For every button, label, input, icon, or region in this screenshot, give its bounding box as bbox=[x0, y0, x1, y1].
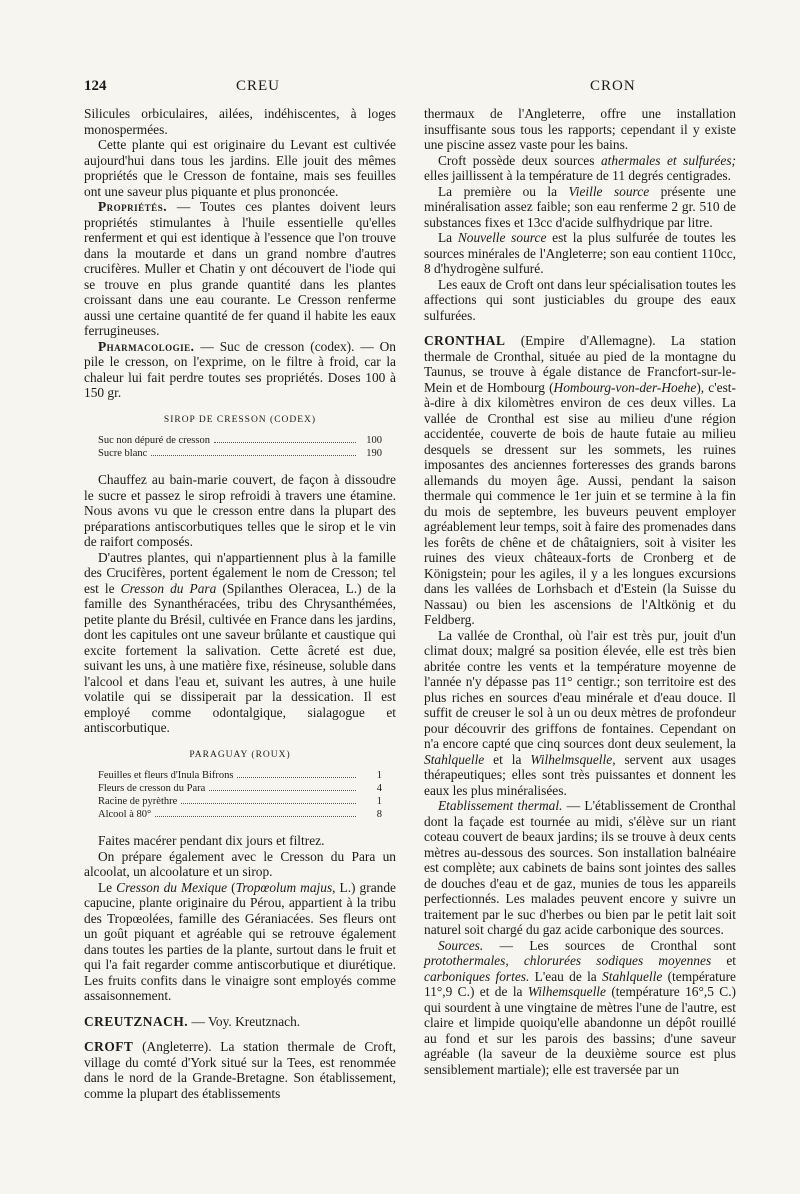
italic-text: Wilhelmsquelle bbox=[530, 751, 613, 767]
recipe-line bbox=[98, 795, 382, 808]
recipe-line bbox=[98, 769, 382, 782]
recipe-title: SIROP DE CRESSON (CODEX) bbox=[163, 414, 317, 425]
italic-text: Cresson du Para bbox=[120, 580, 217, 596]
paragraph-text: et bbox=[711, 953, 736, 968]
paragraph-text: elles jaillissent à la température de 11 degrés centigrades. bbox=[424, 168, 731, 183]
section-lead: Propriétés. bbox=[98, 199, 168, 214]
entry-headword: CREUTZNACH. bbox=[84, 1013, 189, 1029]
italic-text: Wilhemsquelle bbox=[527, 984, 606, 999]
recipe-line bbox=[98, 782, 382, 795]
paragraph: Faites macérer pendant dix jours et filtrez. bbox=[98, 833, 325, 848]
ingredient-qty: 1 bbox=[376, 796, 382, 807]
paragraph-text: — Les sources de Cronthal sont bbox=[483, 937, 736, 953]
italic-text: Sources. bbox=[438, 937, 484, 953]
entry-headword: CRONTHAL bbox=[424, 333, 506, 348]
entry-cronthal bbox=[424, 333, 736, 628]
right-column bbox=[424, 106, 736, 1077]
ingredient-qty: 4 bbox=[376, 783, 382, 794]
ingredient-qty: 1 bbox=[376, 770, 382, 781]
paragraph-text: (température 11°,9 C.) et de la bbox=[424, 968, 736, 999]
left-column bbox=[84, 106, 396, 1101]
recipe-line bbox=[98, 447, 382, 460]
paragraph bbox=[424, 798, 736, 938]
paragraph-text: — Toutes ces plantes doivent leurs propriétés stimulantes à l'huile essentielle qu'elles renferment et qui est identique à l'essence que l'on trouve dans la moutarde et dans un grand nombre d'autres crucifères. Muller et Chatin y ont découvert de l'iode qui se trouve en plus grande quantité dans les plantes croissant dans une eau courante. Le Cresson renferme aussi une certaine quantité de fer quand il habite les eaux ferrugineuses. bbox=[84, 199, 396, 338]
paragraph-text: est la plus sulfurée de toutes les sources minérales de l'Angleterre; son eau contient 110cc, 8 d'hydrogène sulfuré. bbox=[424, 230, 736, 276]
spacer bbox=[84, 1029, 396, 1039]
paragraph-text: — Suc de cresson (codex). — On pile le cresson, on l'exprime, on le filtre à froid, car la chaleur lui fait perdre toutes ses propriétés. Doses 100 à 150 gr. bbox=[84, 338, 396, 400]
italic-text: Stahlquelle bbox=[424, 751, 485, 767]
paragraph-text: ( bbox=[227, 879, 236, 895]
italic-text: Vieille source bbox=[568, 183, 650, 199]
ingredient-name: Sucre blanc bbox=[98, 448, 148, 459]
ingredient-name: Racine de pyrèthre bbox=[98, 796, 178, 807]
paragraph bbox=[424, 628, 736, 799]
paragraph: On prépare également avec le Cresson du Para un alcoolat, un alcoolature et un sirop. bbox=[84, 848, 396, 879]
paragraph bbox=[84, 199, 396, 339]
paragraph: Silicules orbiculaires, ailées, indéhiscentes, à loges monospermées. bbox=[84, 106, 396, 137]
paragraph bbox=[84, 550, 396, 736]
entry-creutznach bbox=[84, 1014, 396, 1030]
paragraph-text: , servent aux usages thérapeutiques; elles sont très puissantes et donnent les eaux les plus minéralisées. bbox=[424, 751, 737, 798]
right-running-head: CRON bbox=[590, 78, 636, 94]
paragraph: Les eaux de Croft ont dans leur spécialisation toutes les affections qui sont justiciables du groupe des eaux sulfurées. bbox=[424, 276, 736, 323]
italic-text: Hombourg-von-der-Hoehe bbox=[553, 379, 697, 395]
italic-text: Stahlquelle bbox=[602, 968, 663, 984]
ingredient-qty: 100 bbox=[366, 435, 382, 446]
paragraph bbox=[424, 153, 736, 184]
paragraph-text: ), c'est-à-dire à dix kilomètres environ de ces deux villes. La vallée de Cronthal est sise au milieu d'une région accidentée, couverte de bois de haute futaie au milieu desquels se dressent sur les sommets, les ruines imposantes des anciennes forteresses des grands barons allemands du moyen âge. Aussi, pendant la saison thermale qui commence le 1er juin et se termine à la fin du mois de septembre, les buveurs peuvent employer agréablement leur temps, soit à faire des promenades dans les forêts de chêne et de châtaigniers, soit à visiter les ruines des vieux châteaux-forts de Cronberg et de Königstein; pour les agiles, il y a les longues excursions dans les vallées de Lorhsbach et d'Estein (la Suisse du Nassau) ou bien les ascensions de l'Altkönig et du Feldberg. bbox=[424, 379, 736, 627]
italic-text: athermales et sulfurées; bbox=[600, 152, 736, 168]
recipe-list bbox=[98, 434, 382, 460]
italic-text: Cresson du Mexique bbox=[116, 879, 228, 895]
entry-croft bbox=[84, 1039, 396, 1101]
italic-text: Etablissement thermal. bbox=[438, 798, 563, 813]
ingredient-qty: 8 bbox=[376, 809, 382, 820]
paragraph: Cette plante qui est originaire du Levant est cultivée aujourd'hui dans tous les jardins. Elle jouit des mêmes propriétés que le Cresson de fontaine, mais ses feuilles ont une saveur plus piquante et plus prononcée. bbox=[84, 137, 396, 199]
paragraph bbox=[424, 230, 736, 277]
paragraph-text: (Angleterre). La station thermale de Croft, village du comté d'York situé sur la Tees, est renommée dans le nord de la Grande-Bretagne. Son établissement, comme la plupart des établissements bbox=[84, 1039, 396, 1101]
ingredient-name: Suc non dépuré de cresson bbox=[98, 435, 210, 446]
paragraph-text: (Spilanthes Oleracea, L.) de la famille des Synanthéracées, tribu des Chrysanthémées, petite plante du Brésil, cultivée en France dans les jardins, dont les capitules ont une saveur brûlante et caustique qui excite fortement la salivation. Cette âcreté est due, suivant les uns, à une matière fixe, résineuse, soluble dans l'alcool et dans l'eau et, suivant les autres, à une huile volatile qui se dissiperait par la dessication. Il est employé comme odontalgique, sialagogue et antiscorbutique. bbox=[84, 580, 396, 735]
paragraph-text: — Voy. Kreutznach. bbox=[188, 1013, 301, 1029]
paragraph-text: , L.) grande capucine, plante originaire du Pérou, appartient à la tribu des Tropœolées, famille des Géraniacées. Ses fleurs ont un goût piquant et agréable qui se retrouve également dans toutes les parties de la plante, surtout dans le fruit et qui l'a fait regarder comme antiscorbutique et diurétique. Les fruits confits dans le vinaigre sont employés comme assaisonnement. bbox=[84, 879, 396, 1003]
dot-leader bbox=[155, 816, 356, 817]
paragraph-text: Croft possède deux sources bbox=[438, 152, 601, 168]
spacer bbox=[424, 323, 736, 333]
paragraph-text: et la bbox=[484, 751, 531, 767]
italic-text: protothermales, chlorurées sodiques moyennes bbox=[424, 953, 712, 968]
paragraph-text: La première ou la bbox=[438, 183, 569, 199]
paragraph-text: La bbox=[438, 230, 458, 245]
recipe-list bbox=[98, 769, 382, 821]
paragraph-text: La vallée de Cronthal, où l'air est très pur, jouit d'un climat doux; malgré sa position élevée, elle est très bien abritée contre les vents et la température moyenne de l'année n'y dépasse pas 11° centigr.; son territoire est des plus riches en sources d'eau minérale et d'eau douce. Il suffit de creuser le sol à un ou deux mètres de profondeur pour découvrir des griffons de fontaines. Cependant on n'a encore capté que cinq sources dont deux seulement, la bbox=[424, 627, 736, 751]
paragraph-text: (température 16°,5 C.) qui sourdent à une vingtaine de mètres l'une de l'autre, est claire et limpide quoiqu'elle abandonne un dépôt rouillé au fond et sur les parois des bassins; d'une saveur agréable (la saveur de la deuxième source est plus sensiblement martiale); elle est traversée par un bbox=[424, 984, 737, 1077]
entry-headword: CROFT bbox=[84, 1039, 134, 1054]
italic-text: carboniques fortes. bbox=[424, 968, 530, 984]
paragraph-text: D'autres plantes, qui n'appartiennent plus à la famille des Crucifères, portent également le nom de Cresson; tel est le bbox=[84, 549, 396, 596]
italic-text: Tropœolum majus bbox=[235, 879, 333, 895]
paragraph-text: — L'établissement de Cronthal dont la façade est tournée au midi, s'élève sur un riant coteau couvert de beaux jardins; ils se trouve à deux cents mètres au-dessous des sources. Son installation balnéaire est complète; aux cabinets de bains sont jointes des salles de douches d'eau et de gaz, munies de tous les appareils perfectionnés. Les malades peuvent encore y suivre un traitement par le suc d'herbes ou bien par le petit lait soit naturel soit chargé du gaz acide carbonique des sources. bbox=[424, 798, 736, 937]
paragraph bbox=[84, 880, 396, 1004]
dot-leader bbox=[209, 790, 356, 791]
recipe-line bbox=[98, 808, 382, 821]
section-lead: Pharmacologie. bbox=[98, 338, 195, 354]
recipe-title: PARAGUAY (ROUX) bbox=[189, 749, 291, 760]
dot-leader bbox=[237, 777, 356, 778]
ingredient-name: Fleurs de cresson du Para bbox=[98, 783, 206, 794]
paragraph-text: (Empire d'Allemagne). La station thermale de Cronthal, située au pied de la montagne du Taunus, se trouve à égale distance de Francfort-sur-le-Mein et de Hombourg ( bbox=[424, 333, 736, 395]
spacer bbox=[84, 1004, 396, 1014]
running-header bbox=[84, 78, 720, 98]
paragraph-text: L'eau de la bbox=[529, 968, 603, 984]
ingredient-name: Alcool à 80° bbox=[98, 809, 152, 820]
paragraph: Chauffez au bain-marie couvert, de façon à dissoudre le sucre et passez le sirop refroidi à travers une étamine. Nous avons vu que le cresson entre dans la plupart des préparations antiscorbutiques telles que le sirop et le vin de raifort composés. bbox=[84, 472, 396, 549]
dot-leader bbox=[214, 442, 356, 443]
left-running-head: CREU bbox=[236, 78, 281, 94]
paragraph bbox=[424, 938, 736, 1078]
dot-leader bbox=[181, 803, 356, 804]
paragraph: thermaux de l'Angleterre, offre une installation insuffisante sous tous les rapports; cependant il y existe une piscine assez vaste pour les bains. bbox=[424, 106, 736, 152]
paragraph-text: Le bbox=[98, 879, 117, 895]
paragraph bbox=[84, 339, 396, 401]
dot-leader bbox=[151, 455, 356, 456]
recipe-line bbox=[98, 434, 382, 447]
paragraph bbox=[424, 184, 736, 231]
ingredient-qty: 190 bbox=[366, 448, 382, 459]
paragraph-text: présente une minéralisation assez faible; son eau renferme 2 gr. 510 de substances fixes et 13cc d'acide sulfhydrique par litre. bbox=[424, 183, 736, 230]
page-number: 124 bbox=[84, 78, 107, 94]
italic-text: Nouvelle source bbox=[457, 230, 547, 245]
ingredient-name: Feuilles et fleurs d'Inula Bifrons bbox=[98, 770, 234, 781]
